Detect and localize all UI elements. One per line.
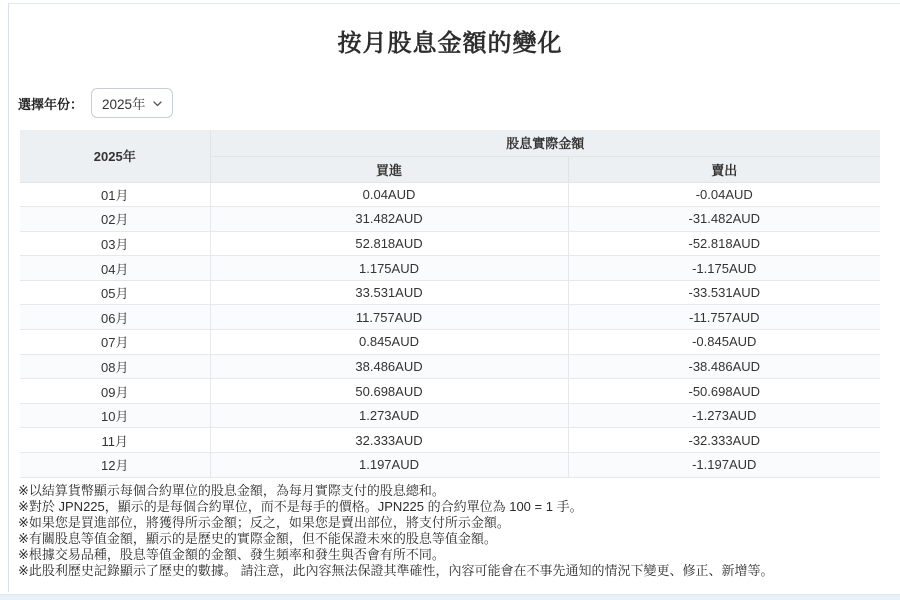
month-cell: 01月 bbox=[20, 182, 210, 207]
buy-cell: 50.698AUD bbox=[210, 379, 568, 404]
month-cell: 05月 bbox=[20, 280, 210, 305]
buy-cell: 33.531AUD bbox=[210, 280, 568, 305]
bottom-accent-strip bbox=[0, 594, 900, 600]
sell-cell: -50.698AUD bbox=[568, 379, 880, 404]
buy-cell: 11.757AUD bbox=[210, 305, 568, 330]
month-cell: 10月 bbox=[20, 403, 210, 428]
year-column-header: 2025年 bbox=[20, 130, 210, 182]
buy-cell: 32.333AUD bbox=[210, 428, 568, 453]
table-row bbox=[20, 330, 880, 355]
year-selector-row bbox=[18, 88, 173, 118]
sell-cell: -1.175AUD bbox=[568, 256, 880, 281]
chevron-down-icon bbox=[153, 101, 162, 107]
sell-cell: -0.845AUD bbox=[568, 330, 880, 355]
table-row bbox=[20, 453, 880, 478]
sell-cell: -33.531AUD bbox=[568, 280, 880, 305]
year-select-dropdown[interactable] bbox=[91, 88, 173, 118]
sell-cell: -1.273AUD bbox=[568, 403, 880, 428]
sell-column-header: 賣出 bbox=[568, 156, 880, 182]
year-select-value: 2025年 bbox=[102, 97, 146, 112]
buy-cell: 38.486AUD bbox=[210, 354, 568, 379]
table-body bbox=[20, 182, 880, 477]
dividend-table bbox=[20, 130, 880, 478]
month-cell: 11月 bbox=[20, 428, 210, 453]
sell-cell: -38.486AUD bbox=[568, 354, 880, 379]
footnote-line: ※如果您是買進部位，將獲得所示金額；反之，如果您是賣出部位，將支付所示金額。 bbox=[18, 515, 510, 530]
buy-cell: 1.273AUD bbox=[210, 403, 568, 428]
table-row bbox=[20, 403, 880, 428]
table-row bbox=[20, 231, 880, 256]
sell-cell: -11.757AUD bbox=[568, 305, 880, 330]
buy-column-header: 買進 bbox=[210, 156, 568, 182]
footnotes bbox=[18, 483, 878, 579]
sell-cell: -31.482AUD bbox=[568, 207, 880, 232]
table-row bbox=[20, 280, 880, 305]
month-cell: 02月 bbox=[20, 207, 210, 232]
buy-cell: 1.197AUD bbox=[210, 453, 568, 478]
table-header bbox=[20, 130, 880, 182]
year-selector-label: 選擇年份： bbox=[18, 96, 84, 112]
month-cell: 06月 bbox=[20, 305, 210, 330]
table-row bbox=[20, 182, 880, 207]
footnote-line: ※此股利歷史記錄顯示了歷史的數據。 請注意，此內容無法保證其準確性，內容可能會在不事先通知的情況下變更、修正、新增等。 bbox=[18, 563, 774, 578]
page-title: 按月股息金額的變化 bbox=[337, 30, 563, 57]
group-column-header: 股息實際金額 bbox=[210, 130, 880, 156]
buy-cell: 52.818AUD bbox=[210, 231, 568, 256]
buy-cell: 0.845AUD bbox=[210, 330, 568, 355]
month-cell: 03月 bbox=[20, 231, 210, 256]
table-row bbox=[20, 305, 880, 330]
sell-cell: -32.333AUD bbox=[568, 428, 880, 453]
month-cell: 04月 bbox=[20, 256, 210, 281]
sell-cell: -1.197AUD bbox=[568, 453, 880, 478]
buy-cell: 0.04AUD bbox=[210, 182, 568, 207]
footnote-line: ※以結算貨幣顯示每個合約單位的股息金額，為每月實際支付的股息總和。 bbox=[18, 483, 445, 498]
table-row bbox=[20, 428, 880, 453]
sell-cell: -0.04AUD bbox=[568, 182, 880, 207]
sell-cell: -52.818AUD bbox=[568, 231, 880, 256]
month-cell: 07月 bbox=[20, 330, 210, 355]
month-cell: 12月 bbox=[20, 453, 210, 478]
month-cell: 08月 bbox=[20, 354, 210, 379]
footnote-line: ※對於 JPN225，顯示的是每個合約單位，而不是每手的價格。JPN225 的合約單位為 100 = 1 手。 bbox=[18, 499, 583, 514]
month-cell: 09月 bbox=[20, 379, 210, 404]
buy-cell: 1.175AUD bbox=[210, 256, 568, 281]
table-row bbox=[20, 256, 880, 281]
buy-cell: 31.482AUD bbox=[210, 207, 568, 232]
table-row bbox=[20, 207, 880, 232]
footnote-line: ※有關股息等值金額，顯示的是歷史的實際金額，但不能保證未來的股息等值金額。 bbox=[18, 531, 497, 546]
footnote-line: ※根據交易品種，股息等值金額的金額、發生頻率和發生與否會有所不同。 bbox=[18, 547, 445, 562]
table-row bbox=[20, 354, 880, 379]
table-row bbox=[20, 379, 880, 404]
